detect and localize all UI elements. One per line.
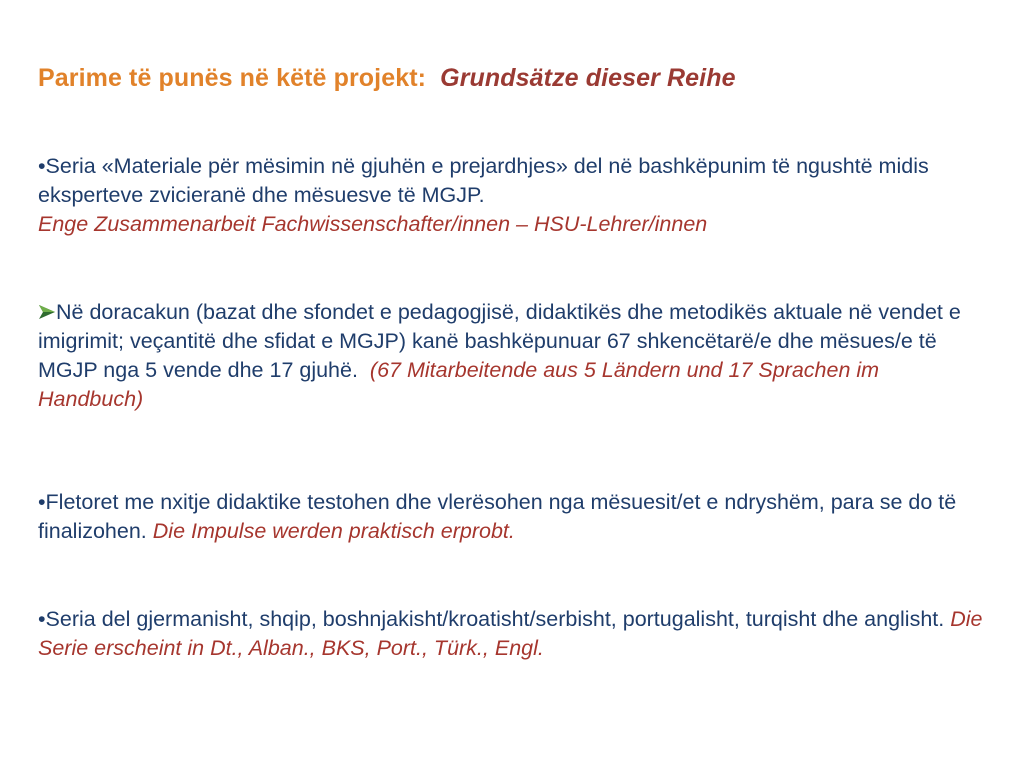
paragraph-german: Enge Zusammenarbeit Fachwissenschafter/innen – HSU-Lehrer/innen <box>38 212 708 236</box>
paragraph-handbook <box>38 298 988 414</box>
paragraph-german: Die Impulse werden praktisch erprobt. <box>152 519 515 543</box>
paragraph-german: Die Serie erscheint in Dt., Alban., BKS, Port., Türk., Engl. <box>38 607 983 660</box>
paragraph-collaboration <box>38 152 988 239</box>
bullet: • <box>38 490 46 514</box>
title-german: Grundsätze dieser Reihe <box>440 64 736 92</box>
title-albanian: Parime të punës në këtë projekt: <box>38 64 427 92</box>
arrow-bullet-icon <box>38 298 56 327</box>
paragraph-text: Seria «Materiale për mësimin në gjuhën e prejardhjes» del në bashkëpunim të ngushtë midis eksperteve zvicieranë dhe mësuesve të MGJP. <box>38 154 929 207</box>
paragraph-testing <box>38 488 988 546</box>
paragraph-text: Seria del gjermanisht, shqip, boshnjakisht/kroatisht/serbisht, portugalisht, turqisht dhe anglisht. <box>45 607 945 631</box>
paragraph-german: (67 Mitarbeitende aus 5 Ländern und 17 Sprachen im Handbuch) <box>38 358 880 411</box>
paragraph-text: Fletoret me nxitje didaktike testohen dhe vlerësohen nga mësuesit/et e ndryshëm, para se do të finalizohen. <box>38 490 957 543</box>
paragraph-text: Në doracakun (bazat dhe sfondet e pedagogjisë, didaktikës dhe metodikës aktuale në vendet e imigrimit; veçantitë dhe sfidat e MGJP) kanë bashkëpunuar 67 shkencëtarë/e dhe mësues/e të MGJP nga 5 vende dhe 17 gjuhë. <box>38 300 961 382</box>
paragraph-languages <box>38 605 988 663</box>
slide-title <box>38 64 736 93</box>
bullet: • <box>38 607 46 631</box>
bullet: • <box>38 154 46 178</box>
